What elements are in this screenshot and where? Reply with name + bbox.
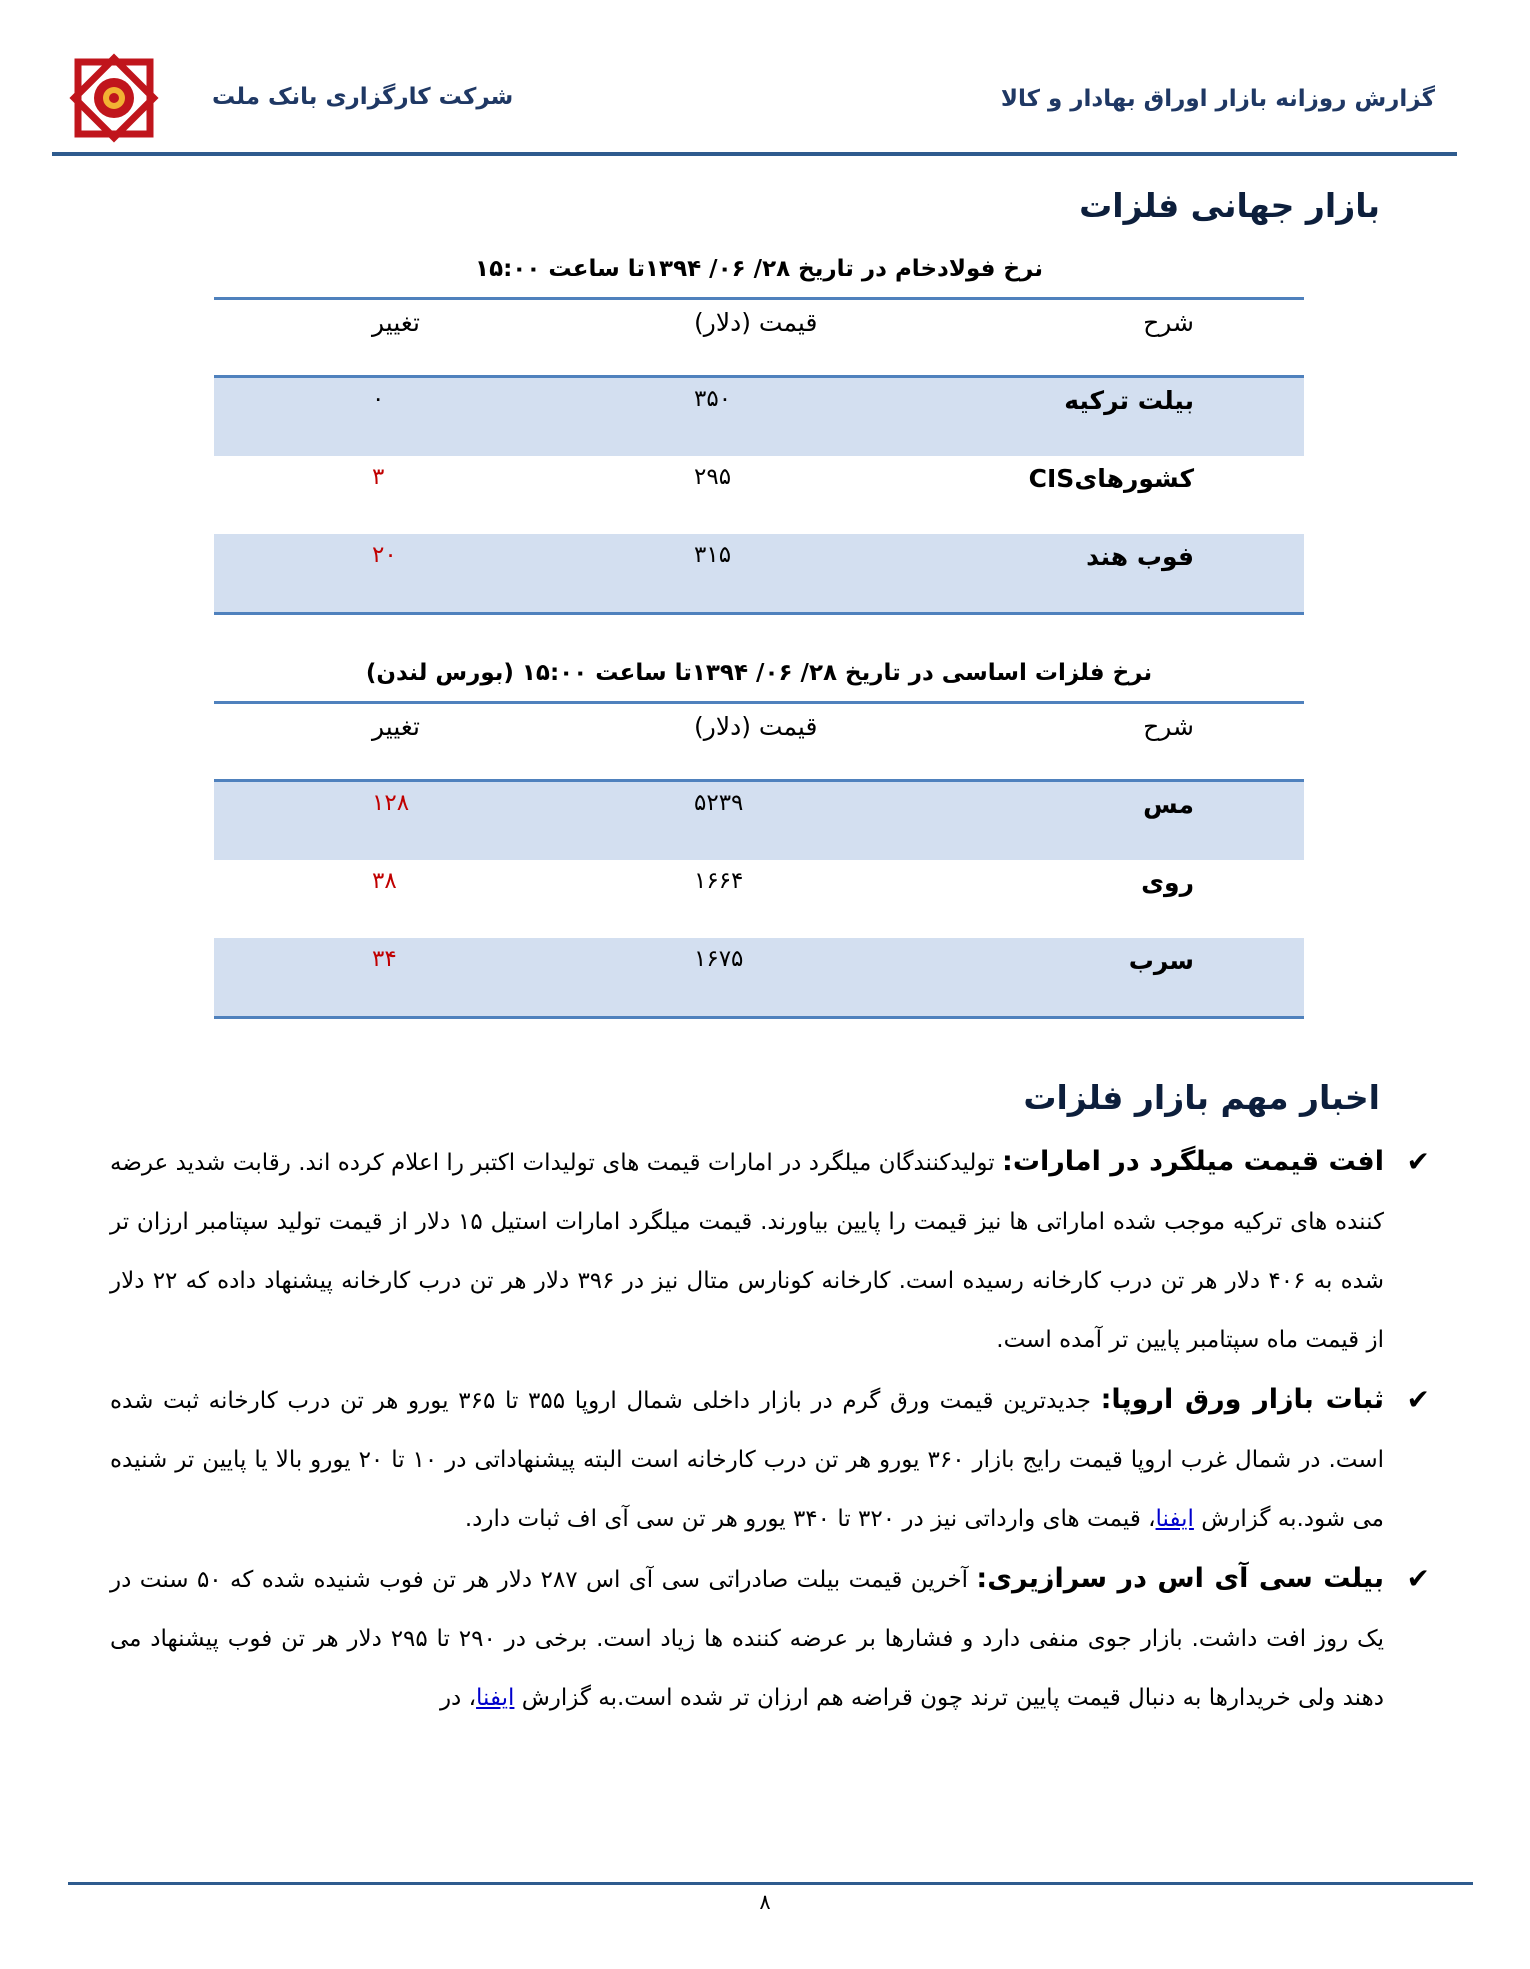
table-header-row [214,300,1304,378]
row-price: ۲۹۵ [694,464,732,490]
column-header-price: قیمت (دلار) [694,712,818,741]
row-change: ۳۴ [372,946,397,972]
news-body: تولیدکنندگان میلگرد در امارات قیمت های تولیدات اکتبر را اعلام کرده اند. رقابت شدید عرضه کننده های ترکیه موجب شده اماراتی ها نیز قیمت را پایین بیاورند. قیمت میلگرد امارات استیل ۱۵ دلار از قیمت تولید سپتامبر ارزان تر شده به ۴۰۶ دلار هر تن درب کارخانه رسیده است. کارخانه کونارس متال نیز در ۳۹۶ دلار هر تن درب کارخانه پیشنهاد داده که ۲۲ دلار از قیمت ماه سپتامبر پایین تر آمده است. [110,1150,1385,1353]
row-desc: کشورهایCIS [1028,464,1194,493]
checkmark-icon: ✔ [1406,1562,1430,1595]
source-link[interactable]: ایفنا [476,1685,515,1711]
row-desc: بیلت ترکیه [1064,386,1194,415]
row-price: ۱۶۶۴ [694,868,744,894]
table-caption-steel: نرخ فولادخام در تاریخ ۲۸/ ۰۶/ ۱۳۹۴تا ساعت ۱۵:۰۰ [475,256,1043,282]
table-row [214,534,1304,612]
page-number: ۸ [759,1890,771,1914]
table-caption-base-metals: نرخ فلزات اساسی در تاریخ ۲۸/ ۰۶/ ۱۳۹۴تا ساعت ۱۵:۰۰ (بورس لندن) [365,660,1153,686]
column-header-change: تغییر [372,712,420,741]
row-change: ۲۰ [372,542,397,568]
section-title-global-metals: بازار جهانی فلزات [1079,186,1380,225]
column-header-desc: شرح [1143,712,1194,741]
report-title: گزارش روزانه بازار اوراق بهادار و کالا [1000,86,1435,112]
table-row [214,860,1304,938]
footer-divider [68,1882,1473,1885]
row-desc: سرب [1128,946,1194,975]
header-divider [52,152,1457,156]
checkmark-icon: ✔ [1406,1383,1430,1416]
row-price: ۵۲۳۹ [694,790,744,816]
news-headline: ثبات بازار ورق اروپا: [1100,1384,1385,1415]
news-body: آخرین قیمت بیلت صادراتی سی آی اس ۲۸۷ دلار هر تن فوب شنیده شده که ۵۰ سنت در یک روز افت داشت. بازار جوی منفی دارد و فشارها بر عرضه کننده ها زیاد است. برخی در ۲۹۰ تا ۲۹۵ دلار هر تن فوب پیشنهاد می دهند ولی خریدارها به دنبال قیمت پایین ترند چون قراضه هم ارزان تر شده است.به گزارش [110,1567,1384,1711]
row-desc: فوب هند [1086,542,1194,571]
table-row [214,782,1304,860]
news-list [110,1132,1430,1728]
news-item [110,1370,1430,1549]
company-logo-icon [64,48,164,148]
news-headline: بیلت سی آی اس در سرازیری: [976,1563,1384,1594]
row-price: ۱۶۷۵ [694,946,744,972]
news-item [110,1549,1430,1728]
section-title-metals-news: اخبار مهم بازار فلزات [1023,1078,1380,1117]
news-headline: افت قیمت میلگرد در امارات: [1002,1146,1384,1177]
row-price: ۳۵۰ [694,386,732,412]
row-desc: مس [1143,790,1194,819]
table-row [214,378,1304,456]
news-item [110,1132,1430,1370]
column-header-change: تغییر [372,308,420,337]
row-change: ۰ [372,386,385,412]
table-row [214,456,1304,534]
table-row [214,938,1304,1016]
news-body: جدیدترین قیمت ورق گرم در بازار داخلی شمال اروپا ۳۵۵ تا ۳۶۵ یورو هر تن درب کارخانه ثبت شده است. در شمال غرب اروپا قیمت رایج بازار ۳۶۰ یورو هر تن درب کارخانه است البته پیشنهاداتی در ۱۰ تا ۲۰ یورو بالا یا پایین تر شنیده می شود.به گزارش [110,1388,1385,1532]
column-header-price: قیمت (دلار) [694,308,818,337]
news-body-tail: ، در [439,1685,477,1711]
row-change: ۳ [372,464,385,490]
row-change: ۳۸ [372,868,397,894]
table-rule [214,612,1304,615]
table-rule [214,1016,1304,1019]
table-header-row [214,704,1304,782]
checkmark-icon: ✔ [1406,1145,1430,1178]
company-name: شرکت کارگزاری بانک ملت [212,84,514,110]
news-body-tail: ، قیمت های وارداتی نیز در ۳۲۰ تا ۳۴۰ یورو هر تن سی آی اف ثبات دارد. [464,1506,1156,1532]
row-price: ۳۱۵ [694,542,732,568]
column-header-desc: شرح [1143,308,1194,337]
row-desc: روی [1141,868,1194,897]
source-link[interactable]: ایفنا [1155,1506,1194,1532]
row-change: ۱۲۸ [372,790,410,816]
